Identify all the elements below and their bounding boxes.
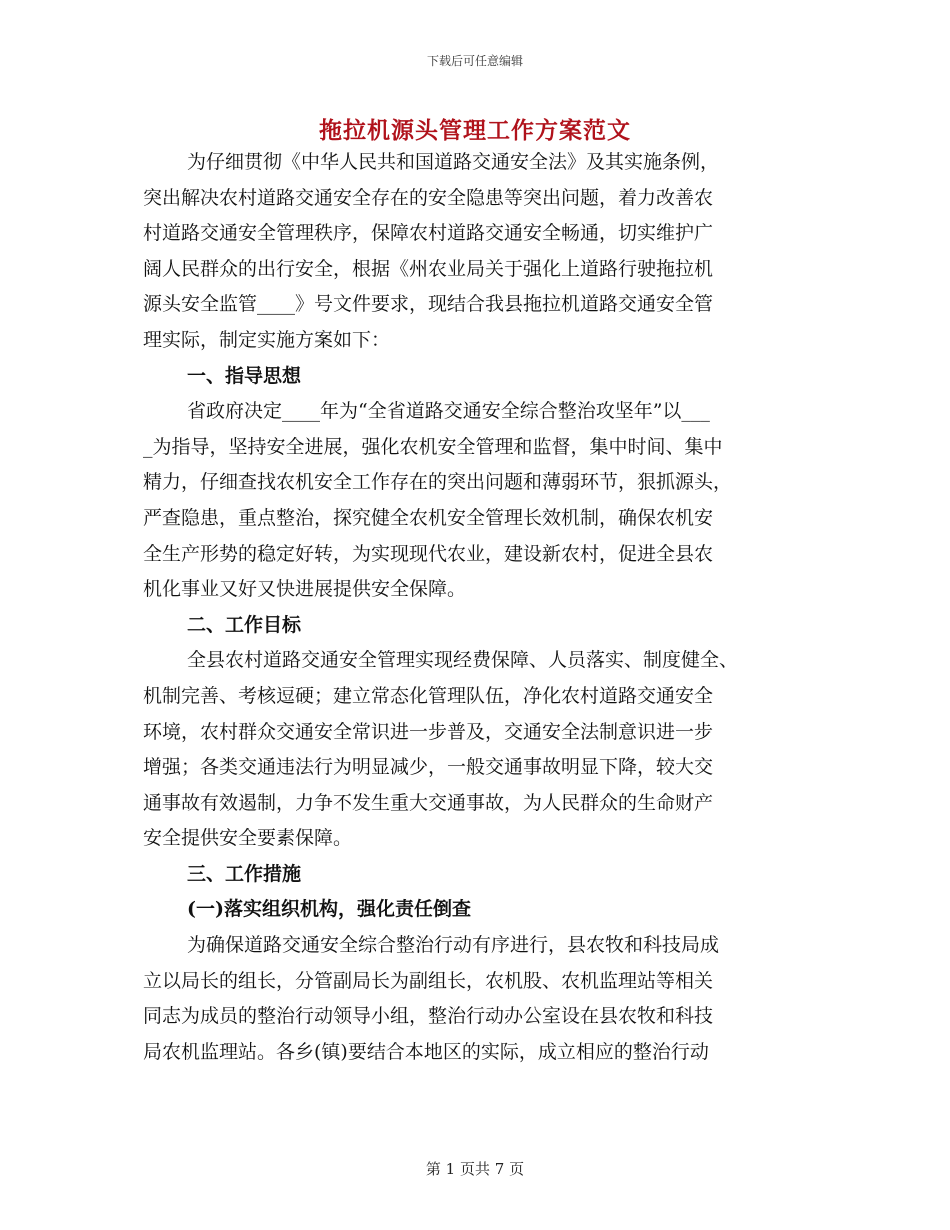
text-line: 源头安全监管____》号文件要求，现结合我县拖拉机道路交通安全管 bbox=[143, 293, 714, 316]
text-line: 理实际，制定实施方案如下： bbox=[143, 328, 391, 351]
text-line: 突出解决农村道路交通安全存在的安全隐患等突出问题，着力改善农 bbox=[143, 186, 714, 209]
text-line: 省政府决定____年为“全省道路交通安全综合整治攻坚年”以___ bbox=[187, 400, 710, 423]
document-body bbox=[143, 145, 807, 1070]
text-line: 通事故有效遏制，力争不发生重大交通事故，为人民群众的生命财产 bbox=[143, 791, 714, 814]
section3-sub1-paragraph bbox=[143, 928, 807, 1070]
section2-paragraph bbox=[143, 643, 807, 857]
section-heading-work-goals: 二、工作目标 bbox=[187, 613, 302, 636]
intro-paragraph bbox=[143, 145, 807, 359]
subsection-heading-organization: (一)落实组织机构，强化责任倒查 bbox=[187, 898, 471, 921]
document-title: 拖拉机源头管理工作方案范文 bbox=[319, 117, 631, 144]
text-line: 全县农村道路交通安全管理实现经费保障、人员落实、制度健全、 bbox=[187, 649, 739, 672]
text-line: 安全提供安全要素保障。 bbox=[143, 827, 353, 850]
text-line: _为指导，坚持安全进展，强化农机安全管理和监督，集中时间、集中 bbox=[143, 435, 723, 458]
text-line: 机化事业又好又快进展提供安全保障。 bbox=[143, 578, 467, 601]
text-line: 局农机监理站。各乡(镇)要结合本地区的实际，成立相应的整治行动 bbox=[143, 1040, 709, 1063]
page-header-note: 下载后可任意编辑 bbox=[426, 54, 523, 68]
text-line: 严查隐患，重点整治，探究健全农机安全管理长效机制，确保农机安 bbox=[143, 506, 714, 529]
text-line: 为仔细贯彻《中华人民共和国道路交通安全法》及其实施条例， bbox=[187, 151, 720, 173]
text-line: 为确保道路交通安全综合整治行动有序进行，县农牧和科技局成 bbox=[187, 934, 720, 957]
text-line: 立以局长的组长，分管副局长为副组长，农机股、农机监理站等相关 bbox=[143, 969, 714, 992]
section1-paragraph bbox=[143, 394, 807, 608]
text-line: 阔人民群众的出行安全，根据《州农业局关于强化上道路行驶拖拉机 bbox=[143, 257, 714, 280]
page-number-footer: 第 1 页共 7 页 bbox=[425, 1160, 525, 1178]
text-line: 精力，仔细查找农机安全工作存在的突出问题和薄弱环节，狠抓源头， bbox=[143, 471, 733, 494]
text-line: 机制完善、考核逗硬；建立常态化管理队伍，净化农村道路交通安全 bbox=[143, 684, 714, 707]
section-heading-work-measures: 三、工作措施 bbox=[187, 862, 302, 885]
section-heading-guiding-ideology: 一、指导思想 bbox=[187, 364, 302, 387]
text-line: 全生产形势的稳定好转，为实现现代农业，建设新农村，促进全县农 bbox=[143, 542, 714, 565]
text-line: 环境，农村群众交通安全常识进一步普及，交通安全法制意识进一步 bbox=[143, 720, 714, 743]
text-line: 增强；各类交通违法行为明显减少，一般交通事故明显下降，较大交 bbox=[143, 756, 714, 779]
text-line: 同志为成员的整治行动领导小组，整治行动办公室设在县农牧和科技 bbox=[143, 1005, 714, 1028]
text-line: 村道路交通安全管理秩序，保障农村道路交通安全畅通，切实维护广 bbox=[143, 222, 714, 245]
